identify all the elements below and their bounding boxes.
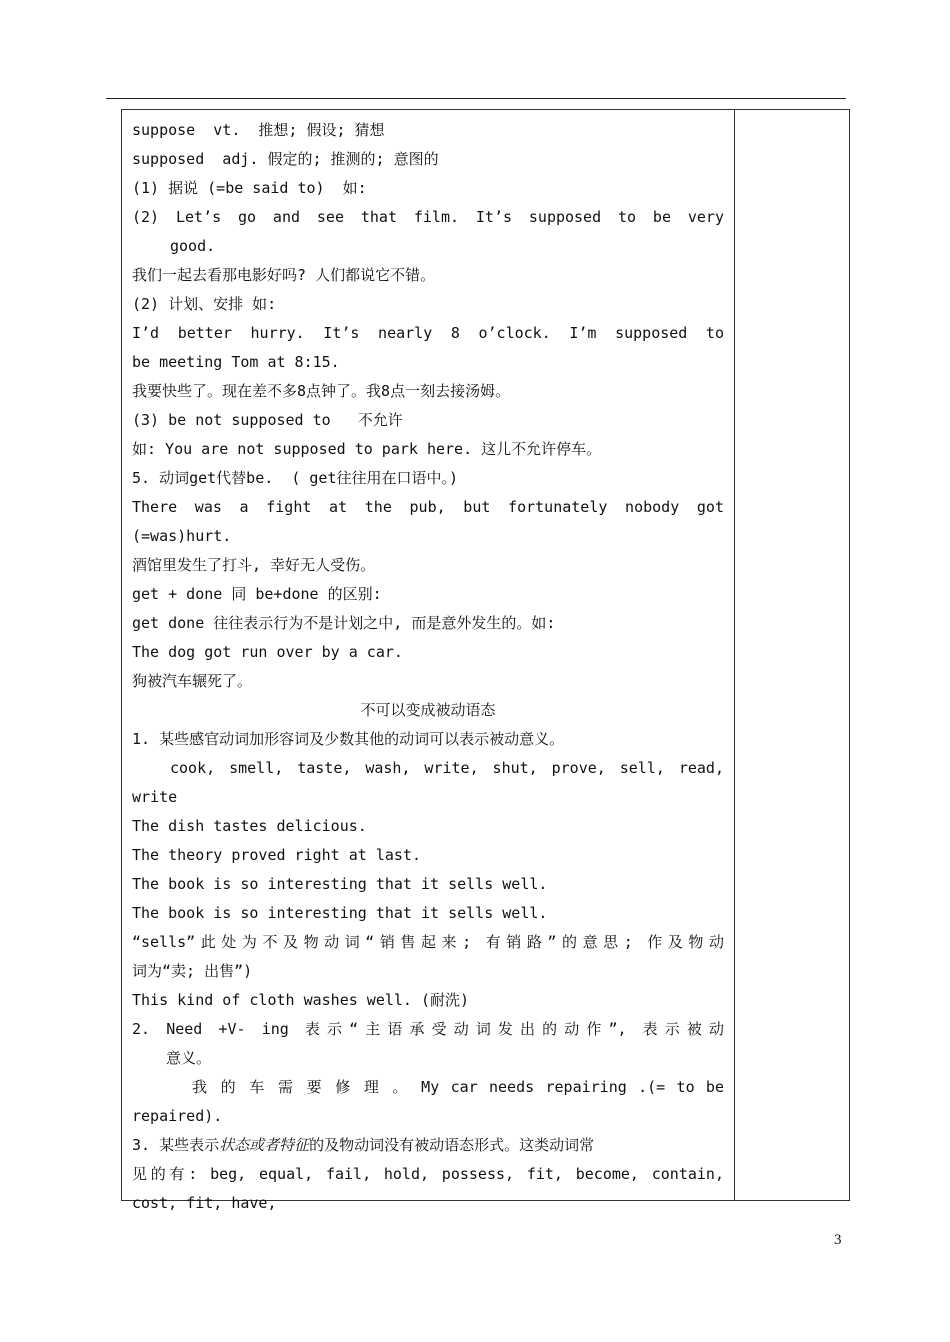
text-line: 1. 某些感官动词加形容词及少数其他的动词可以表示被动意义。 bbox=[132, 730, 565, 748]
content-table bbox=[121, 109, 850, 1212]
text-line: (=was)hurt. bbox=[132, 527, 232, 545]
text-segment: 3. 某些表示 bbox=[132, 1136, 220, 1154]
text-line: The dish tastes delicious. bbox=[132, 817, 367, 835]
text-line: 见的有: beg, equal, fail, hold, possess, fit, become, contain, bbox=[132, 1165, 724, 1183]
text-line: suppose vt. 推想; 假设; 猜想 bbox=[132, 121, 385, 139]
text-line: The dog got run over by a car. bbox=[132, 643, 403, 661]
text-line: The theory proved right at last. bbox=[132, 846, 421, 864]
text-line: The book is so interesting that it sells well. bbox=[132, 875, 548, 893]
text-line: I’d better hurry. It’s nearly 8 o’clock. I’m supposed to bbox=[132, 324, 724, 342]
text-line: get done 往往表示行为不是计划之中, 而是意外发生的。如: bbox=[132, 614, 556, 632]
text-line: good. bbox=[170, 237, 216, 255]
text-line: be meeting Tom at 8:15. bbox=[132, 353, 340, 371]
text-line: The book is so interesting that it sells well. bbox=[132, 904, 548, 922]
column-divider bbox=[734, 110, 735, 1200]
text-line: 如: You are not supposed to park here. 这儿不允许停车。 bbox=[132, 440, 602, 458]
text-line: 我要快些了。现在差不多8点钟了。我8点一刻去接汤姆。 bbox=[132, 382, 511, 400]
header-rule bbox=[106, 98, 846, 99]
text-line: 意义。 bbox=[166, 1049, 212, 1067]
text-line: write bbox=[132, 788, 178, 806]
section-heading: 不可以变成被动语态 bbox=[360, 701, 496, 719]
text-line: (2) 计划、安排 如: bbox=[132, 295, 277, 313]
text-segment: 的及物动词没有被动语态形式。这类动词常 bbox=[309, 1136, 595, 1154]
text-line: 酒馆里发生了打斗, 幸好无人受伤。 bbox=[132, 556, 376, 574]
text-line: repaired). bbox=[132, 1107, 223, 1125]
text-line: 狗被汽车辗死了。 bbox=[132, 672, 253, 690]
page-number: 3 bbox=[834, 1232, 842, 1248]
text-line bbox=[132, 1131, 724, 1160]
text-line: get + done 同 be+done 的区别: bbox=[132, 585, 382, 603]
text-line: cook, smell, taste, wash, write, shut, prove, sell, read, bbox=[170, 759, 724, 777]
text-line: 5. 动词get代替be. ( get往往用在口语中。) bbox=[132, 469, 459, 487]
text-line: “sells”此处为不及物动词“销售起来; 有销路”的意思; 作及物动 bbox=[132, 933, 724, 951]
text-line: (2) Let’s go and see that film. It’s supposed to be very bbox=[132, 208, 724, 226]
text-line: 2. Need +V- ing 表示“主语承受动词发出的动作”, 表示被动 bbox=[132, 1020, 724, 1038]
left-cell bbox=[132, 116, 724, 1218]
text-line: 我 的 车 需 要 修 理 。 My car needs repairing .(= to be bbox=[192, 1078, 724, 1096]
text-line: (3) be not supposed to 不允许 bbox=[132, 411, 403, 429]
text-line: There was a fight at the pub, but fortunately nobody got bbox=[132, 498, 724, 516]
text-line: (1) 据说 (=be said to) 如: bbox=[132, 179, 367, 197]
text-line: supposed adj. 假定的; 推测的; 意图的 bbox=[132, 150, 439, 168]
text-line: This kind of cloth washes well. (耐洗) bbox=[132, 991, 470, 1009]
text-line: 我们一起去看那电影好吗? 人们都说它不错。 bbox=[132, 266, 436, 284]
text-line: cost, fit, have, bbox=[132, 1194, 277, 1212]
text-line: 词为“卖; 出售”) bbox=[132, 962, 253, 980]
italic-phrase: 状态或者特征 bbox=[219, 1136, 310, 1154]
